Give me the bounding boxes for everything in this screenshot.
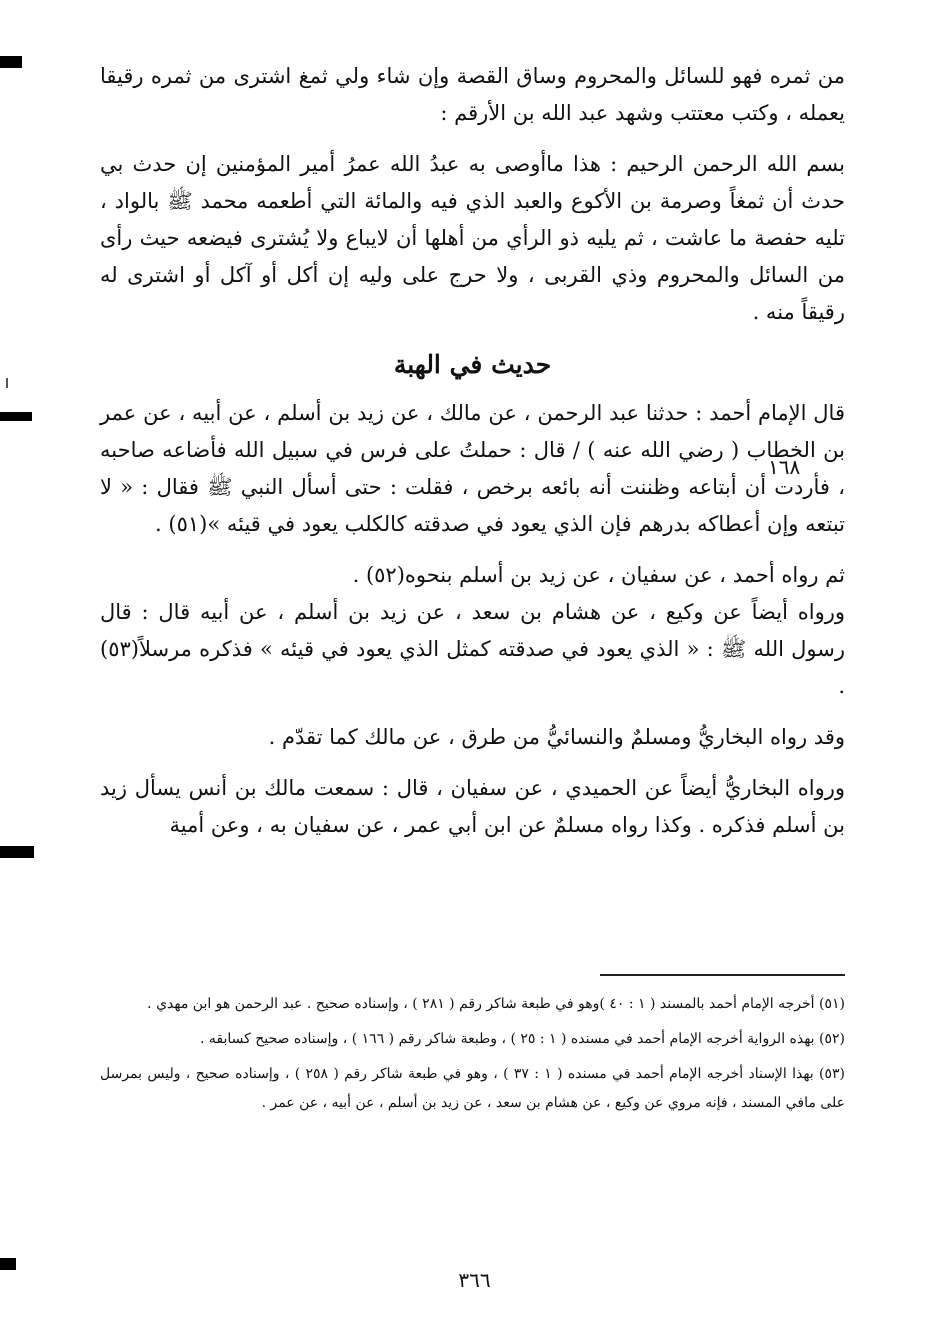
main-text bbox=[100, 58, 845, 844]
paragraph-narration-2: ورواه أيضاً عن وكيع ، عن هشام بن سعد ، عن زيد بن أسلم ، عن أبيه قال : قال رسول الله ﷺ : « الذي يعود في صدقته كمثل الذي يعود في قيئه » فذكره مرسلاً(٥٣) . bbox=[100, 600, 845, 698]
margin-volume-number: ١٦٨ bbox=[768, 455, 801, 479]
section-heading: حديث في الهبة bbox=[393, 350, 552, 379]
footnote-52: (٥٢) بهذه الرواية أخرجه الإمام أحمد في مسنده ( ١ : ٢٥ ) ، وطبعة شاكر رقم ( ١٦٦ ) ، وإسناده صحيح كسابقه . bbox=[199, 1031, 845, 1047]
paragraph-narration-4: ورواه البخاريُّ أيضاً عن الحميدي ، عن سفيان ، قال : سمعت مالك بن أنس يسأل زيد بن أسلم فذكره . وكذا رواه مسلمٌ عن ابن أبي عمر ، عن سفيان به ، وعن أمية bbox=[100, 776, 845, 837]
scan-edge-mark bbox=[0, 412, 32, 421]
page-number: ٣٦٦ bbox=[458, 1268, 491, 1292]
paragraph-narration-3: وقد رواه البخاريُّ ومسلمٌ والنسائيُّ من طرق ، عن مالك كما تقدّم . bbox=[268, 725, 845, 749]
footnotes bbox=[100, 990, 845, 1124]
footnote-51: (٥١) أخرجه الإمام أحمد بالمسند ( ١ : ٤٠ )وهو في طبعة شاكر رقم ( ٢٨١ ) ، وإسناده صحيح . عبد الرحمن هو ابن مهدي . bbox=[147, 996, 845, 1012]
paragraph-waqf-text: بسم الله الرحمن الرحيم : هذا ماأوصى به عبدُ الله عمرُ أمير المؤمنين إن حدث بي حدث أن ثمغاً وصرمة بن الأكوع والعبد الذي فيه والمائة التي أطعمه محمد ﷺ بالواد ، تليه حفصة ما عاشت ، ثم يليه ذو الرأي من أهلها أن لايباع ولا يُشترى فيضعه حيث رأى من السائل والمحروم وذي القربى ، ولا حرج على وليه إن أكل أو آكل أو اشترى له رقيقاً منه . bbox=[100, 152, 845, 324]
scan-edge-mark bbox=[0, 846, 34, 858]
paragraph-continuation: من ثمره فهو للسائل والمحروم وساق القصة وإن شاء ولي ثمغ اشترى من ثمره رقيقا يعمله ، وكتب معتتب وشهد عبد الله بن الأرقم : bbox=[100, 64, 845, 125]
paragraph-hadith: قال الإمام أحمد : حدثنا عبد الرحمن ، عن مالك ، عن زيد بن أسلم ، عن أبيه ، عن عمر بن الخطاب ( رضي الله عنه ) / قال : حملتُ على فرس في سبيل الله فأضاعه صاحبه ، فأردت أن أبتاعه وظننت أنه بائعه برخص ، فقلت : حتى أسأل النبي ﷺ فقال : « لا تبتعه وإن أعطاكه بدرهم فإن الذي يعود في صدقته كالكلب يعود في قيئه »(٥١) . bbox=[100, 401, 845, 536]
footnote-separator bbox=[600, 974, 845, 976]
paragraph-narration-1: ثم رواه أحمد ، عن سفيان ، عن زيد بن أسلم بنحوه(٥٢) . bbox=[352, 563, 845, 587]
scan-edge-tick bbox=[6, 378, 8, 388]
footnote-53: (٥٣) بهذا الإسناد أخرجه الإمام أحمد في مسنده ( ١ : ٣٧ ) ، وهو في طبعة شاكر رقم ( ٢٥٨ ) ، وإسناده صحيح ، وليس بمرسل على مافي المسند ، فإنه مروي عن وكيع ، عن هشام بن سعد ، عن زيد بن أسلم ، عن أبيه ، عن عمر . bbox=[100, 1066, 845, 1111]
scan-edge-mark bbox=[0, 56, 22, 68]
